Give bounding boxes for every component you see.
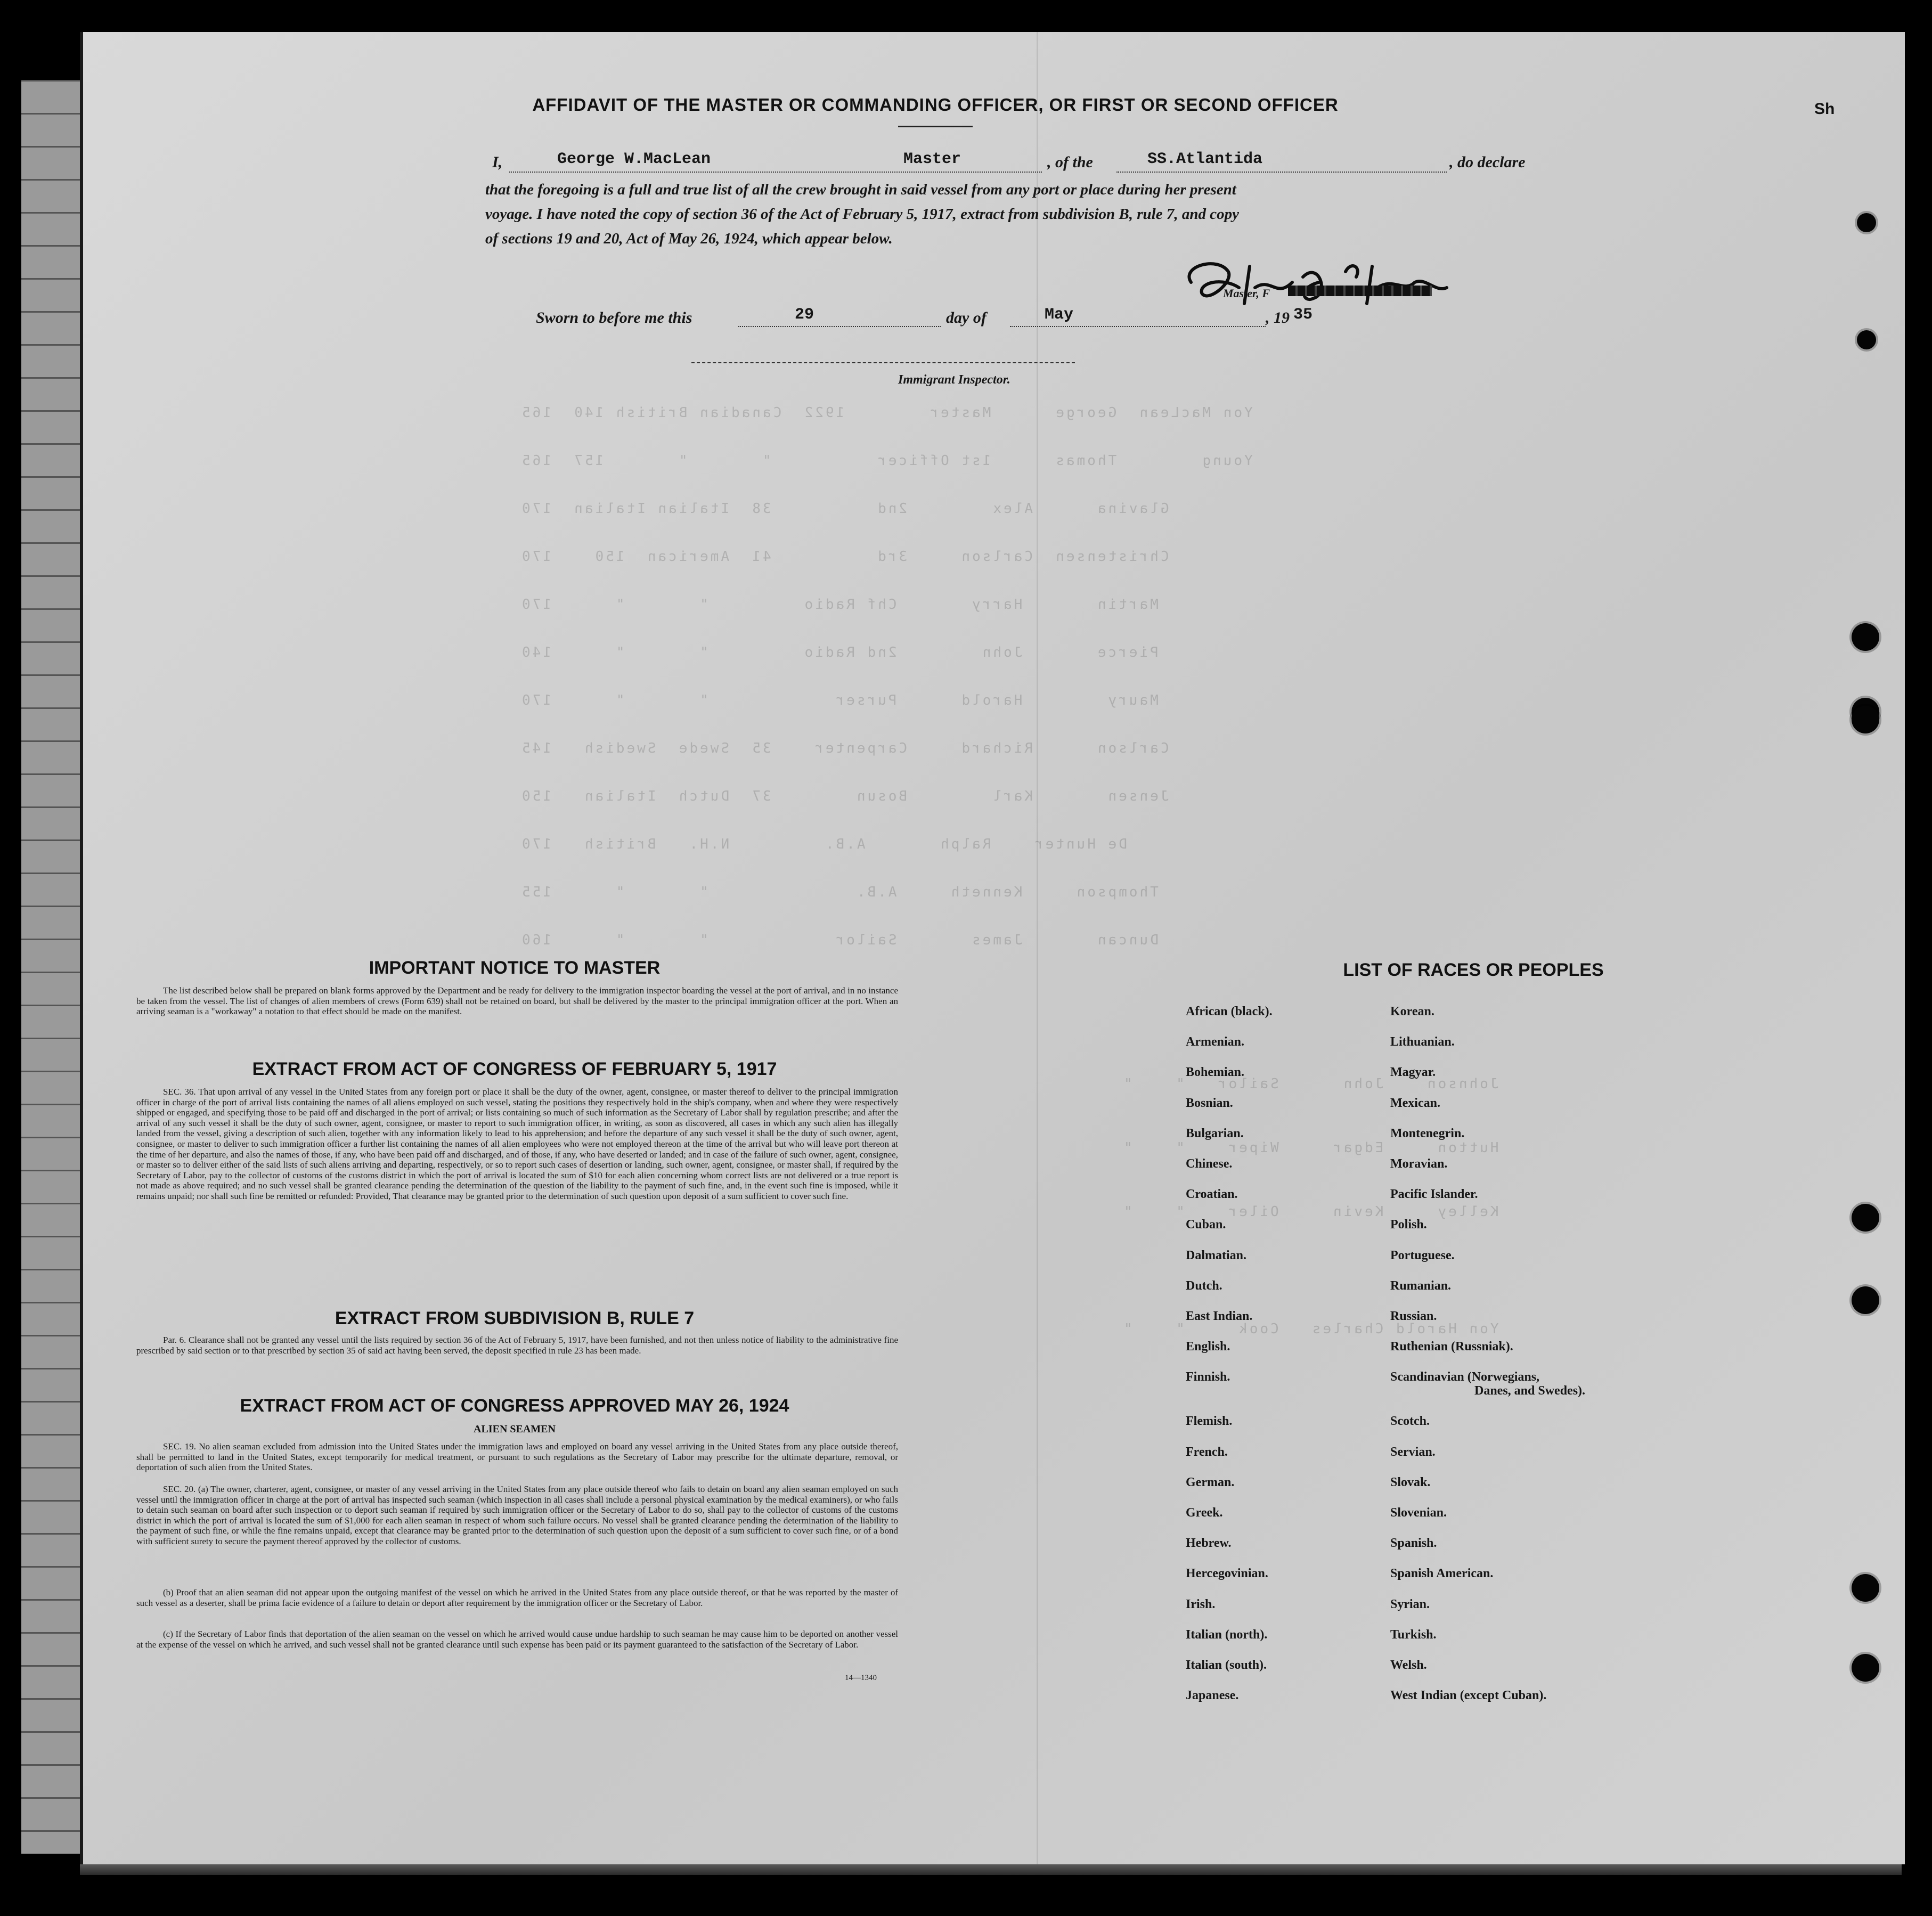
race-item: Spanish. xyxy=(1390,1536,1437,1551)
corner-mark: Sh xyxy=(1814,100,1835,118)
race-item: Polish. xyxy=(1390,1218,1427,1232)
punch-hole xyxy=(1852,623,1879,651)
master-name-value: George W.MacLean xyxy=(557,150,711,168)
punch-hole xyxy=(1857,213,1876,232)
affidavit-line-3: voyage. I have noted the copy of section 36 of the Act of February 5, 1917, extract from subdivision B, rule 7, and copy xyxy=(485,206,1239,223)
notice-heading: IMPORTANT NOTICE TO MASTER xyxy=(369,958,661,978)
race-item: Welsh. xyxy=(1390,1658,1427,1672)
race-item: Bulgarian. xyxy=(1186,1126,1244,1140)
race-item: Flemish. xyxy=(1186,1414,1233,1429)
alien-seamen-subheading: ALIEN SEAMEN xyxy=(474,1423,556,1435)
bleed-through-row: Jensen Karl Bosun 37 Dutch Italian 150 xyxy=(520,788,1169,804)
race-item: Russian. xyxy=(1390,1309,1437,1323)
race-item: Magyar. xyxy=(1390,1065,1436,1080)
race-item: Lithuanian. xyxy=(1390,1035,1455,1049)
punch-hole xyxy=(1852,1286,1879,1314)
race-item: Japanese. xyxy=(1186,1689,1239,1703)
vessel-field-line xyxy=(1116,172,1447,173)
race-item: Korean. xyxy=(1390,1005,1434,1018)
race-item: Rumanian. xyxy=(1390,1278,1452,1293)
bleed-through-row: Christensen Carlson 3rd 41 American 150 170 xyxy=(520,549,1169,565)
bleed-through-row: Yon Harold Charles Cook " " xyxy=(1122,1321,1499,1337)
bleed-through-row: Thompson Kenneth A.B. " " 155 xyxy=(520,884,1159,900)
race-item: Chinese. xyxy=(1186,1157,1233,1171)
race-item: Spanish American. xyxy=(1390,1567,1494,1581)
race-item: Croatian. xyxy=(1186,1187,1238,1202)
race-item: West Indian (except Cuban). xyxy=(1390,1689,1547,1703)
race-item: Armenian. xyxy=(1186,1035,1244,1049)
race-item: English. xyxy=(1186,1340,1230,1354)
race-item: Ruthenian (Russniak). xyxy=(1390,1340,1513,1354)
race-item: Cuban. xyxy=(1186,1218,1226,1232)
race-item: Irish. xyxy=(1186,1597,1216,1611)
race-item: Italian (south). xyxy=(1186,1658,1267,1672)
rule-7-heading: EXTRACT FROM SUBDIVISION B, RULE 7 xyxy=(335,1308,695,1328)
punch-hole xyxy=(1857,330,1876,349)
struck-out-text xyxy=(1288,286,1432,296)
name-field-line xyxy=(509,172,1042,173)
bleed-through-row: Glavina Alex 2nd 38 Italian Italian 170 xyxy=(520,501,1169,517)
affidavit-line-4: of sections 19 and 20, Act of May 26, 1924, which appear below. xyxy=(485,230,893,247)
race-item: Scotch. xyxy=(1390,1414,1430,1429)
inspector-caption: Immigrant Inspector. xyxy=(898,373,1010,387)
bleed-through-row: Johnson John Sailor " " xyxy=(1122,1076,1499,1092)
sec-20b-text: (b) Proof that an alien seaman did not appear upon the outgoing manifest of the vessel on which he arrived in the United States from any place outside thereof, or that he was reported by the master of such vessel as a deserter, shall be prima facie evidence of a failure to detain or deport after requirement by the immigration officer or the Secretary of Labor. xyxy=(136,1587,898,1608)
rule-7-text: Par. 6. Clearance shall not be granted any vessel until the lists required by section 36 of the Act of February 5, 1917, have been furnished, and not then unless notice of liability to the administrative fine prescribed by said section or to that prescribed by section 35 of said act having been served, the deposit specified in rule 23 has been made. xyxy=(136,1335,898,1356)
manifest-sheet xyxy=(80,32,1905,1864)
bleed-through-row: Kelley Kevin Oiler " " xyxy=(1122,1204,1499,1220)
race-item: Servian. xyxy=(1390,1445,1436,1459)
sworn-month-value: May xyxy=(1045,306,1074,324)
rank-value: Master xyxy=(903,150,961,168)
race-item: Slovenian. xyxy=(1390,1505,1447,1520)
signature-caption: Master, F xyxy=(1223,287,1270,300)
bleed-through-row: Hutton Edgar Wiper " " xyxy=(1122,1140,1499,1156)
punch-hole xyxy=(1852,1574,1879,1602)
extract-1924-heading: EXTRACT FROM ACT OF CONGRESS APPROVED MAY 26, 1924 xyxy=(240,1396,789,1416)
title-underline xyxy=(898,126,973,127)
punch-hole xyxy=(1852,706,1879,733)
extract-1917-text: SEC. 36. That upon arrival of any vessel in the United States from any foreign port or place it shall be the duty of the owner, agent, consignee, or master thereof to deliver to the principal immigration officer in charge of the port of arrival lists containing the names of all aliens employed on such vessel, stating the positions they respectively hold in the ship's company, when and where they were respectively shipped or engaged, and specifying those to be paid off and discharged in the port of arrival; or lists containing so much of such information as the Secretary of Labor shall by regulation prescribe; and after the arrival of any such vessel it shall be the duty of such owner, agent, consignee, or master to report to such immigration officer, in writing, as soon as discovered, all cases in which any such alien has illegally landed from the vessel, giving a description of such alien, together with any information likely to lead to his apprehension; and before the departure of any such vessel it shall be the duty of such owner, agent, consignee, or master to deliver to such immigration officer a further list containing the names of all alien employees who were not employed thereon at the time of the arrival but who will leave port thereon at the time of her departure, and also the names of those, if any, who have been paid off and discharged, and of those, if any, who have deserted or landed; and in case of the failure of such owner, agent, consignee, or master so to deliver either of the said lists of such aliens arriving and departing, respectively, or so to report such cases of desertion or landing, such owner, agent, consignee, or master shall, if required by the Secretary of Labor, pay to the collector of customs of the customs district in which the port of arrival is located the sum of $10 for each alien concerning whom correct lists are not delivered or a true report is not made as above required; and no such vessel shall be granted clearance pending the determination of the question of the liability to the payment of such fine, and, in the event such fine is imposed, while it remains unpaid; nor shall such fine be remitted or refunded: Provided, That clearance may be granted prior to the determination of such question upon deposit of a sum sufficient to cover such fine. xyxy=(136,1087,898,1201)
bleed-through-row: Carlson Richard Carpenter 35 Swede Swedish 145 xyxy=(520,740,1169,756)
race-item: Mexican. xyxy=(1390,1096,1440,1110)
bleed-through-row: Young Thomas 1st Officer " " 157 165 xyxy=(520,453,1253,469)
race-item: Finnish. xyxy=(1186,1370,1230,1384)
sworn-month-line xyxy=(1010,326,1266,327)
race-item: French. xyxy=(1186,1445,1228,1459)
punch-hole xyxy=(1852,1204,1879,1232)
race-item: Italian (north). xyxy=(1186,1627,1268,1642)
race-item: Dalmatian. xyxy=(1186,1248,1246,1262)
sec-19-text: SEC. 19. No alien seaman excluded from admission into the United States under the immigration laws and employed on board any vessel arriving in the United States from any place outside thereof, shall be permitted to land in the United States, except temporarily for medical treatment, or pursuant to such regulations as the Secretary of Labor may prescribe for the ultimate departure, removal, or deportation of such alien from the United States. xyxy=(136,1441,898,1473)
race-item: Slovak. xyxy=(1390,1475,1431,1489)
inspector-signature-line xyxy=(691,362,1075,363)
race-item: African (black). xyxy=(1186,1005,1273,1018)
bleed-through-row: Martin Harry Chf Radio " " 170 xyxy=(520,597,1159,613)
fold-line xyxy=(1037,32,1038,1864)
race-item: Turkish. xyxy=(1390,1627,1437,1642)
sworn-day-line xyxy=(738,326,941,327)
bleed-through-row: Pierce John 2nd Radio " " 140 xyxy=(520,645,1159,661)
vessel-name-value: SS.Atlantida xyxy=(1147,150,1263,168)
extract-1917-heading: EXTRACT FROM ACT OF CONGRESS OF FEBRUARY 5, 1917 xyxy=(252,1059,777,1079)
race-item: Scandinavian (Norwegians, xyxy=(1390,1370,1540,1384)
bleed-through-row: Yon MacLean George Master 1922 Canadian British 140 165 xyxy=(520,405,1253,421)
race-item: Bosnian. xyxy=(1186,1096,1233,1110)
form-number: 14—1340 xyxy=(845,1674,877,1682)
race-item: Montenegrin. xyxy=(1390,1126,1465,1140)
sec-20a-text: SEC. 20. (a) The owner, charterer, agent, consignee, or master of any vessel arriving in the United States from any place outside thereof who fails to detain on board any alien seaman employed on such vessel until the immigration officer in charge at the port of arrival has inspected such seaman (which inspection in all cases shall include a personal physical examination by the medical examiners), or who fails to detain such seaman on board after such inspection or to deport such seaman if required by such immigration officer or the Secretary of Labor to do so, shall pay to the collector of customs of the customs district in which the port of arrival is located the sum of $1,000 for each alien seaman in respect of whom such failure occurs. No vessel shall be granted clearance pending the determination of the liability to the payment of such fine, or while the fine remains unpaid, except that clearance may be granted prior to the determination of such question upon the deposit of a sum sufficient to cover such fine, or of a bond with sufficient surety to secure the payment thereof approved by the collector of customs. xyxy=(136,1484,898,1546)
year-prefix: , 19 xyxy=(1266,309,1290,327)
day-of-label: day of xyxy=(946,309,987,327)
sec-20c-text: (c) If the Secretary of Labor finds that deportation of the alien seaman on the vessel on which he arrived would cause undue hardship to such seaman he may cause him to be deported on another vessel at the expense of the vessel on which he arrived, and such vessel shall not be granted clearance until such expense has been paid or its payment guaranteed to the satisfaction of the Secretary of Labor. xyxy=(136,1629,898,1650)
underlying-page-edge xyxy=(21,80,80,1854)
notice-text: The list described below shall be prepared on blank forms approved by the Department and be ready for delivery to the immigration inspector boarding the vessel at the port of arrival, and in no instance be taken from the vessel. The list of changes of alien members of crews (Form 639) shall not be retained on board, but shall be delivered by the master to the principal immigration officer at the port. When an arriving seaman is a "workaway" a notation to that effect should be made on the manifest. xyxy=(136,985,898,1017)
affidavit-title: AFFIDAVIT OF THE MASTER OR COMMANDING OFFICER, OR FIRST OR SECOND OFFICER xyxy=(532,95,1339,115)
bleed-through-row: Duncan James Sailor " " 160 xyxy=(520,932,1159,948)
sworn-year-value: 35 xyxy=(1293,306,1313,324)
race-item: East Indian. xyxy=(1186,1309,1253,1323)
do-declare-label: , do declare xyxy=(1449,153,1526,171)
race-item: Hebrew. xyxy=(1186,1536,1232,1551)
sworn-label: Sworn to before me this xyxy=(536,309,692,327)
bleed-through-row: De Hunter Ralph A.B. N.H. British 170 xyxy=(520,836,1127,852)
race-item: Syrian. xyxy=(1390,1597,1430,1611)
affidavit-line-2: that the foregoing is a full and true list of all the crew brought in said vessel from any port or place during her present xyxy=(485,181,1236,198)
race-item: Portuguese. xyxy=(1390,1248,1455,1262)
race-item: Bohemian. xyxy=(1186,1065,1245,1080)
of-the-label: , of the xyxy=(1047,153,1093,171)
bleed-through-row: Maury Harold Purser " " 170 xyxy=(520,692,1159,708)
race-item: Pacific Islander. xyxy=(1390,1187,1478,1202)
punch-hole xyxy=(1852,1654,1879,1682)
race-item: Dutch. xyxy=(1186,1278,1222,1293)
race-item: Hercegovinian. xyxy=(1186,1567,1268,1581)
race-item: German. xyxy=(1186,1475,1235,1489)
race-item: Greek. xyxy=(1186,1505,1223,1520)
sworn-day-value: 29 xyxy=(795,306,814,324)
race-item: Moravian. xyxy=(1390,1157,1448,1171)
pronoun-label: I, xyxy=(492,153,503,171)
races-heading: LIST OF RACES OR PEOPLES xyxy=(1343,960,1604,980)
race-item-continuation: Danes, and Swedes). xyxy=(1474,1384,1586,1398)
